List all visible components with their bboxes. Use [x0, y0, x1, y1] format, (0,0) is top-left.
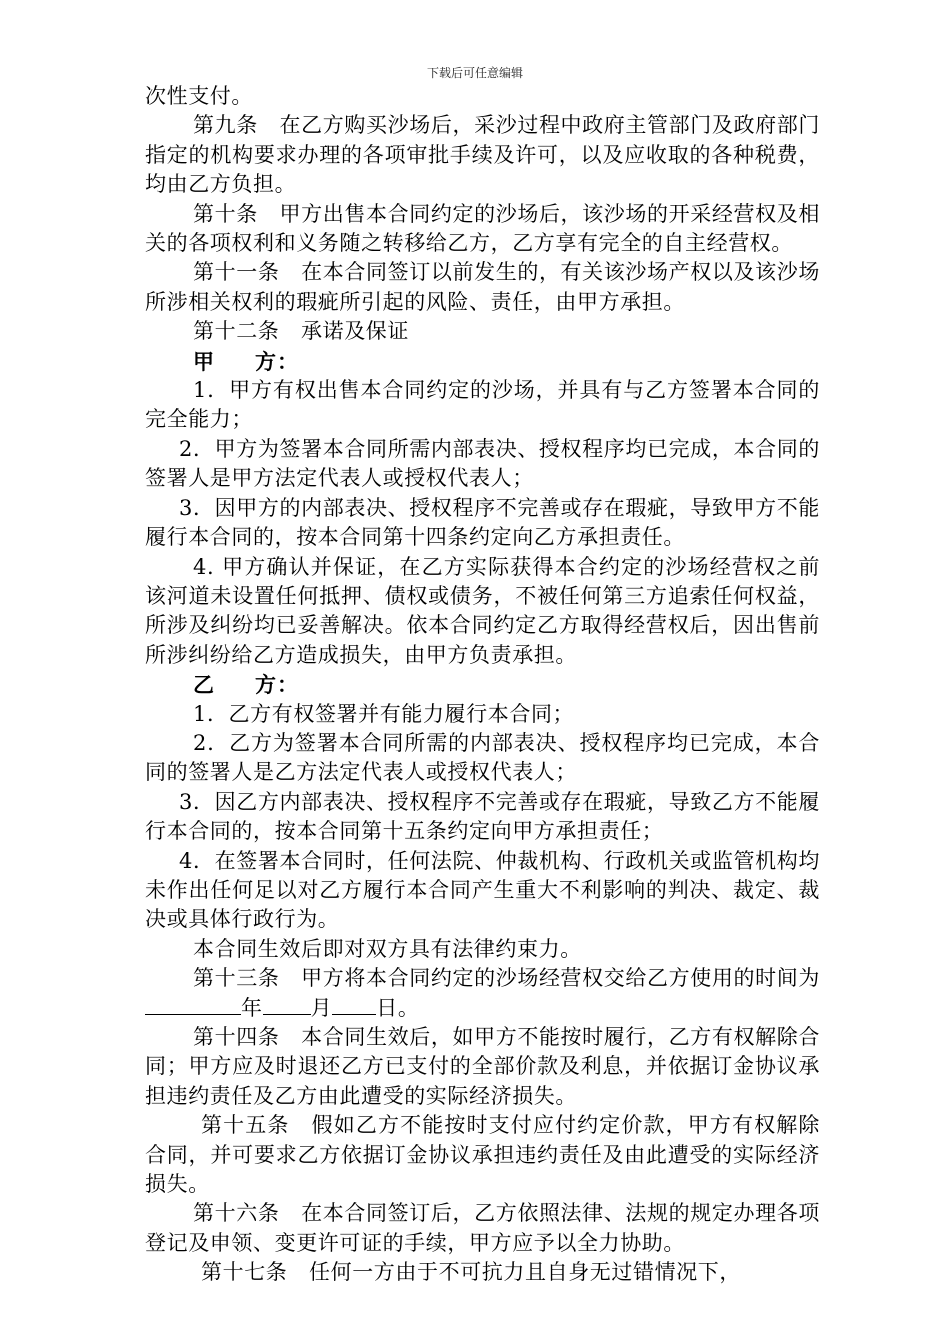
- contract-effect: 本合同生效后即对双方具有法律约束力。: [193, 936, 582, 961]
- party-a-item-3: 3．因甲方的内部表决、授权程序不完善或存在瑕疵，导致甲方不能履行本合同的，按本合同第十四条约定向乙方承担责任。: [145, 495, 820, 550]
- party-a-item-1: 1．甲方有权出售本合同约定的沙场，并具有与乙方签署本合同的完全能力；: [145, 378, 820, 432]
- document-body: [145, 82, 820, 1288]
- party-b-heading: [145, 670, 820, 699]
- party-b-char: 乙: [193, 672, 215, 698]
- article-9: 第九条 在乙方购买沙场后，采沙过程中政府主管部门及政府部门指定的机构要求办理的各项审批手续及许可，以及应收取的各种税费，均由乙方负担。: [145, 113, 820, 197]
- article-13-text: 第十三条 甲方将本合同约定的沙场经营权交给乙方使用的时间为: [193, 966, 820, 991]
- article-11: 第十一条 在本合同签订以前发生的，有关该沙场产权以及该沙场所涉相关权利的瑕疵所引起的风险、责任，由甲方承担。: [145, 260, 820, 314]
- article-12-heading: 第十二条 承诺及保证: [193, 319, 409, 344]
- party-b-item-2: 2．乙方为签署本合同所需的内部表决、授权程序均已完成，本合同的签署人是乙方法定代表人或授权代表人；: [145, 730, 820, 785]
- paragraph-continued: 次性支付。: [145, 84, 253, 108]
- article-15: 第十五条 假如乙方不能按时支付应付约定价款，甲方有权解除合同，并可要求乙方依据订金协议承担违约责任及由此遭受的实际经济损失。: [145, 1113, 820, 1197]
- party-b-item-1: 1．乙方有权签署并有能力履行本合同；: [193, 701, 575, 726]
- party-a-char: 甲: [193, 348, 215, 374]
- party-b-item-3: 3．因乙方内部表决、授权程序不完善或存在瑕疵，导致乙方不能履行本合同的，按本合同第十五条约定向甲方承担责任；: [145, 789, 820, 844]
- article-17: 第十七条 任何一方由于不可抗力且自身无过错情况下，: [201, 1260, 741, 1285]
- page-header: 下载后可任意编辑: [426, 66, 523, 80]
- article-14: 第十四条 本合同生效后，如甲方不能按时履行，乙方有权解除合同；甲方应及时退还乙方已支付的全部价款及利息，并依据订金协议承担违约责任及乙方由此遭受的实际经济损失。: [145, 1025, 820, 1108]
- month-blank: [263, 994, 311, 1015]
- year-label: 年: [241, 995, 263, 1020]
- article-16: 第十六条 在本合同签订后，乙方依照法律、法规的规定办理各项登记及申领、变更许可证的手续，甲方应予以全力协助。: [145, 1201, 820, 1255]
- party-b-item-4: 4．在签署本合同时，任何法院、仲裁机构、行政机关或监管机构均未作出任何足以对乙方履行本合同产生重大不利影响的判决、裁定、裁决或具体行政行为。: [145, 848, 820, 932]
- party-b-suffix: 方：: [255, 672, 299, 698]
- party-a-item-4: 4. 甲方确认并保证，在乙方实际获得本合约定的沙场经营权之前该河道未设置任何抵押、债权或债务，不被任何第三方追索任何权益，所涉及纠纷均已妥善解决。依本合同约定乙方取得经营权后，因出售前所涉纠纷给乙方造成损失，由甲方负责承担。: [145, 554, 820, 667]
- article-10: 第十条 甲方出售本合同约定的沙场后，该沙场的开采经营权及相关的各项权利和义务随之转移给乙方，乙方享有完全的自主经营权。: [145, 201, 820, 256]
- day-label: 日。: [376, 995, 420, 1020]
- article-13: [145, 964, 820, 1023]
- year-blank: [145, 994, 241, 1015]
- party-a-item-2: 2．甲方为签署本合同所需内部表决、授权程序均已完成，本合同的签署人是甲方法定代表人或授权代表人；: [145, 436, 820, 491]
- day-blank: [332, 994, 376, 1015]
- party-a-heading: [145, 347, 820, 376]
- month-label: 月: [310, 995, 333, 1020]
- party-a-suffix: 方：: [255, 348, 299, 374]
